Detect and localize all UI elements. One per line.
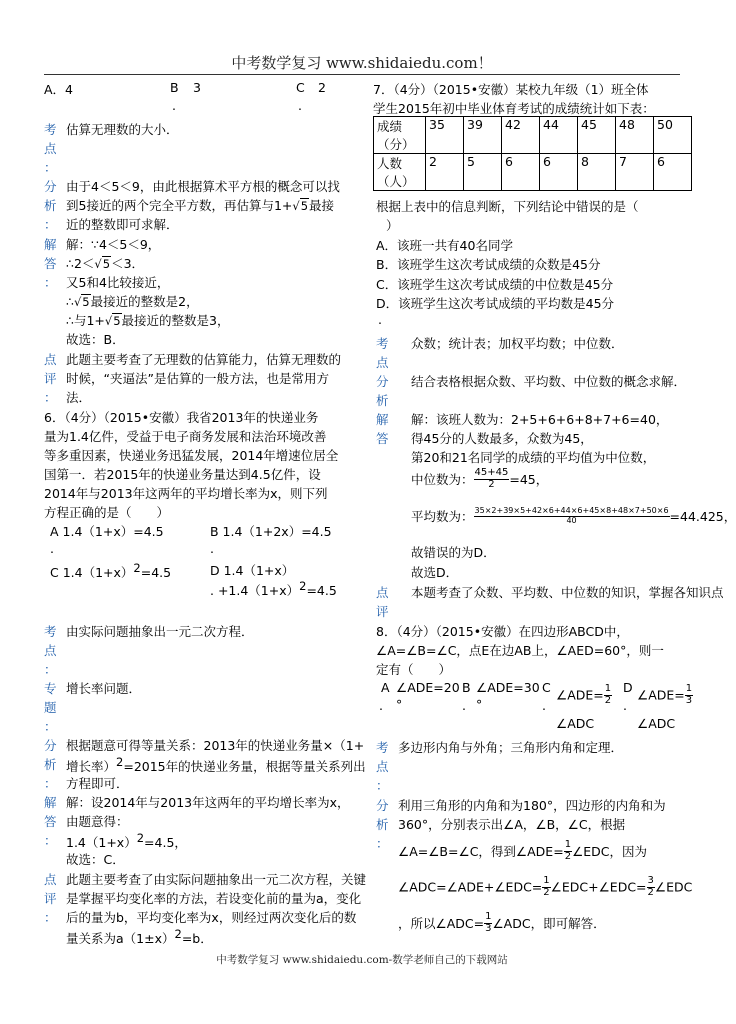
q8-fenxi-line: ∠ADC=∠ADE+∠EDC= $\frac{1}{2}$ ∠EDC+∠EDC= $\frac{3}{2}$ ∠EDC — [398, 875, 693, 898]
q5-option-c-dot: . — [298, 98, 302, 113]
q8-option-c-dot: . — [542, 698, 546, 713]
q5-fenxi-line: 到5接近的两个完全平方数，再估算与1+√5最接 — [66, 198, 335, 213]
page-footer: 中考数学复习 www.shidaiedu.com-数学老师自己的下载网站 — [216, 954, 508, 966]
q6-dianping-label-3: ： — [44, 910, 57, 925]
q5-jieda-label-1: 解 — [44, 237, 57, 252]
q5-dianping-line: 此题主要考查了无理数的估算能力，估算无理数的 — [66, 352, 342, 367]
q6-option-d-line1: D 1.4（1+x） — [210, 563, 295, 578]
score-table — [373, 116, 692, 191]
q5-kaodian-label-1: 考 — [44, 122, 57, 137]
q8-fenxi-line: ∠A=∠B=∠C，得到∠ADE= $\frac{1}{2}$ ∠EDC，因为 — [398, 839, 648, 862]
q5-jieda-line: ∴√5最接近的整数是2， — [66, 294, 199, 309]
q6-fenxi-line: 方程即可． — [66, 776, 129, 791]
q7-jieda-line: 得45分的人数最多，众数为45， — [411, 431, 593, 446]
q5-fenxi-label-3: ： — [44, 217, 57, 232]
q8-option-d-dot: . — [623, 698, 627, 713]
q7-stem-line: 7．（4分）（2015•安徽）某校九年级（1）班全体 — [373, 82, 649, 97]
q6-dianping-line: 后的量为b，平均变化率为x，则经过两次变化后的数 — [66, 910, 357, 925]
q6-jieda-line: $1.4(1+x)^2=4.5$， — [66, 831, 187, 851]
q6-option-b-dot: . — [210, 541, 214, 556]
q6-option-b: B 1.4（1+2x）=4.5 — [210, 524, 332, 539]
q7-dianping-label-2: 评 — [376, 604, 389, 619]
q5-option-c: 2 — [318, 80, 326, 95]
q7-question-line: ） — [386, 218, 399, 233]
q5-kaodian: 估算无理数的大小． — [66, 122, 179, 137]
q7-option-c: C．该班学生这次考试成绩的中位数是45分 — [376, 277, 614, 292]
q7-dianping: 本题考查了众数、平均数、中位数的知识，掌握各知识点 — [411, 585, 724, 600]
q6-kaodian: 由实际问题抽象出一元二次方程． — [66, 624, 254, 639]
q7-kaodian-label-1: 考 — [376, 336, 389, 351]
q8-fenxi-label-1: 分 — [376, 798, 389, 813]
q7-option-b: B．该班学生这次考试成绩的众数是45分 — [376, 257, 601, 272]
q8-option-a-letter: A — [381, 680, 390, 695]
table-cell: 6 — [654, 154, 692, 191]
q6-zhuanti-label-3: ： — [44, 719, 57, 734]
q6-dianping-label-2: 评 — [44, 891, 57, 906]
q6-dianping-label-1: 点 — [44, 872, 57, 887]
header-rule — [44, 74, 680, 75]
q7-option-a: A．该班一共有40名同学 — [376, 238, 513, 253]
q7-jieda-line: 故选D． — [411, 565, 459, 580]
table-cell: 2 — [426, 154, 464, 191]
three-halves-fraction: $\frac{3}{2}$ — [647, 875, 654, 898]
q7-jieda-line: 解：该班人数为：2+5+6+6+8+7+6=40， — [411, 412, 669, 427]
q8-kaodian-label-3: ： — [376, 778, 389, 793]
q8-option-c-tail: ∠ADC — [556, 716, 595, 731]
table-cell: 6 — [540, 154, 578, 191]
q8-kaodian: 多边形内角与外角；三角形内角和定理． — [398, 740, 624, 755]
q8-fenxi-line: ，所以∠ADC= $\frac{1}{3}$ ∠ADC，即可解答． — [398, 911, 606, 934]
q6-fenxi-line: 增长率）$^2$=2015年的快递业务量，根据等量关系列出 — [66, 755, 366, 775]
q6-zhuanti: 增长率问题． — [66, 681, 142, 696]
q8-option-a-dot: . — [379, 698, 383, 713]
q5-kaodian-label-3: ： — [44, 160, 57, 175]
q5-dianping-label-3: ： — [44, 390, 57, 405]
q6-jieda-label-1: 解 — [44, 795, 57, 810]
q6-option-d-line2: . $+1.4(1+x)^2=4.5$ — [210, 579, 337, 599]
third-fraction: $\frac{1}{3}$ — [685, 683, 693, 706]
table-cell: 5 — [464, 154, 502, 191]
q7-option-d: D．该班学生这次考试成绩的平均数是45分 — [376, 296, 615, 311]
q6-jieda-line: 由题意得： — [66, 814, 129, 829]
table-cell: 45 — [578, 117, 616, 154]
q5-dianping-label-2: 评 — [44, 371, 57, 386]
q5-fenxi-label-2: 析 — [44, 198, 57, 213]
q6-stem-line: 国第一．若2015年的快递业务量达到4.5亿件，设 — [44, 467, 321, 482]
table-cell: 48 — [616, 117, 654, 154]
q8-option-d-letter: D — [623, 680, 633, 695]
q8-fenxi-label-2: 析 — [376, 817, 389, 832]
q6-stem-line: 量为1.4亿件，受益于电子商务发展和法治环境改善 — [44, 429, 327, 444]
q7-dianping-label-1: 点 — [376, 585, 389, 600]
q6-jieda-line: 解：设2014年与2013年这两年的平均增长率为x， — [66, 795, 350, 810]
q5-option-b-dot: . — [172, 98, 176, 113]
q7-fenxi: 结合表格根据众数、平均数、中位数的概念求解． — [411, 374, 687, 389]
q8-option-c-letter: C — [542, 680, 551, 695]
q7-jieda-label-1: 解 — [376, 412, 389, 427]
q8-fenxi-label-3: ： — [376, 836, 389, 851]
q7-mean-line: 平均数为： $\frac{35\times 2+39\times 5+42\times 6+44\times 6+45\times 8+48\times 7+50\times 6}{40}$ =44.425， — [411, 506, 736, 525]
q6-option-c: C $1.4(1+x)^2=4.5$ — [50, 561, 172, 581]
q5-jieda-label-2: 答 — [44, 256, 57, 271]
q5-fenxi-line: 近的整数即可求解． — [66, 217, 179, 232]
q7-kaodian: 众数；统计表；加权平均数；中位数． — [411, 336, 624, 351]
q5-option-a: A．4 — [44, 82, 74, 97]
q6-zhuanti-label-1: 专 — [44, 681, 57, 696]
q8-option-d: ∠ADE= $\frac{1}{3}$ — [637, 683, 693, 706]
q6-stem-line: 6．（4分）（2015•安徽）我省2013年的快递业务 — [44, 410, 319, 425]
q5-fenxi-label-1: 分 — [44, 179, 57, 194]
q8-option-c: ∠ADE= $\frac{1}{2}$ — [556, 683, 612, 706]
q6-stem-line: 方程正确的是（ ） — [44, 505, 170, 520]
q7-option-d-dot: . — [378, 312, 382, 327]
q5-jieda-line: ∴与1+√5最接近的整数是3， — [66, 313, 230, 328]
table-cell: 7 — [616, 154, 654, 191]
half-fraction: $\frac{1}{2}$ — [604, 683, 612, 706]
q6-dianping-line: 此题主要考查了由实际问题抽象出一元二次方程，关键 — [66, 872, 367, 887]
page-header: 中考数学复习 www.shidaiedu.com！ — [231, 54, 493, 72]
table-cell: 44 — [540, 117, 578, 154]
q8-option-b-dot: . — [462, 698, 466, 713]
q7-stem-line: 学生2015年初中毕业体育考试的成绩统计如下表： — [373, 101, 655, 116]
table-cell: 42 — [502, 117, 540, 154]
q6-fenxi-label-1: 分 — [44, 738, 57, 753]
q8-stem-line: 8．（4分）（2015•安徽）在四边形ABCD中， — [376, 624, 629, 639]
q5-fenxi-line: 由于4＜5＜9，由此根据算术平方根的概念可以找 — [66, 179, 340, 194]
table-cell: 成绩 （分） — [374, 117, 426, 154]
q6-kaodian-label-3: ： — [44, 662, 57, 677]
q7-jieda-label-2: 答 — [376, 431, 389, 446]
q5-option-b: 3 — [193, 80, 201, 95]
q7-question-line: 根据上表中的信息判断，下列结论中错误的是（ — [376, 199, 639, 214]
q7-median-line: 中位数为： $\frac{45+45}{2}$ =45， — [411, 467, 549, 490]
q8-stem-line: ∠A=∠B=∠C，点E在边AB上，∠AED=60°，则一 — [376, 643, 664, 658]
q8-fenxi-line: 360°，分别表示出∠A，∠B，∠C，根据 — [398, 817, 626, 832]
third-fraction: $\frac{1}{3}$ — [485, 911, 492, 934]
q8-option-b: ∠ADE=30 — [476, 680, 540, 695]
q6-jieda-label-2: 答 — [44, 814, 57, 829]
q7-fenxi-label-2: 析 — [376, 393, 389, 408]
q5-jieda-line: ∴2＜√5＜3． — [66, 256, 145, 271]
table-cell: 8 — [578, 154, 616, 191]
table-cell: 6 — [502, 154, 540, 191]
q5-jieda-line: 故选：B． — [66, 332, 125, 347]
q6-zhuanti-label-2: 题 — [44, 700, 57, 715]
q5-option-b-letter: B — [170, 80, 179, 95]
q6-dianping-line: 是掌握平均变化率的方法，若设变化前的量为a，变化 — [66, 891, 362, 906]
q8-option-d-tail: ∠ADC — [637, 716, 676, 731]
q7-fenxi-label-1: 分 — [376, 374, 389, 389]
q6-fenxi-line: 根据题意可得等量关系：2013年的快递业务量×（1+ — [66, 738, 365, 753]
q8-fenxi-line: 利用三角形的内角和为180°，四边形的内角和为 — [398, 798, 666, 813]
q5-dianping-label-1: 点 — [44, 352, 57, 367]
table-row — [374, 117, 692, 154]
q6-kaodian-label-2: 点 — [44, 643, 57, 658]
q5-jieda-line: 又5和4比较接近， — [66, 275, 170, 290]
q6-option-a: A 1.4（1+x）=4.5 — [50, 524, 164, 539]
half-fraction: $\frac{1}{2}$ — [564, 839, 572, 862]
table-cell: 人数 （人） — [374, 154, 426, 191]
table-row — [374, 154, 692, 191]
q6-kaodian-label-1: 考 — [44, 624, 57, 639]
table-cell: 35 — [426, 117, 464, 154]
q8-option-a-deg: ° — [396, 697, 403, 712]
q6-dianping-line: 量关系为$a(1\pm x)^2=b$． — [66, 927, 213, 947]
q7-jieda-line: 第20和21名同学的成绩的平均值为中位数， — [411, 450, 656, 465]
q8-option-b-letter: B — [462, 680, 471, 695]
q5-dianping-line: 时候，“夹逼法”是估算的一般方法，也是常用方 — [66, 371, 329, 386]
q8-kaodian-label-2: 点 — [376, 759, 389, 774]
q8-option-b-deg: ° — [476, 697, 483, 712]
mean-fraction: $\frac{35\times 2+39\times 5+42\times 6+44\times 6+45\times 8+48\times 7+50\times 6}{40}$ — [474, 506, 669, 525]
q5-jieda-line: 解：∵4＜5＜9， — [66, 237, 161, 252]
q5-dianping-line: 法． — [66, 390, 92, 405]
q8-option-a: ∠ADE=20 — [396, 680, 460, 695]
q6-jieda-line: 故选：C． — [66, 852, 125, 867]
q6-jieda-label-3: ： — [44, 833, 57, 848]
q7-jieda-line: 故错误的为D． — [411, 545, 496, 560]
q8-kaodian-label-1: 考 — [376, 740, 389, 755]
q6-fenxi-label-2: 析 — [44, 757, 57, 772]
half-fraction: $\frac{1}{2}$ — [543, 875, 550, 898]
q6-stem-line: 2014年与2013年这两年的平均增长率为x，则下列 — [44, 486, 328, 501]
q6-option-a-dot: . — [50, 541, 54, 556]
q5-option-c-letter: C — [296, 80, 305, 95]
q7-kaodian-label-2: 点 — [376, 355, 389, 370]
q6-fenxi-label-3: ： — [44, 776, 57, 791]
q8-stem-line: 定有（ ） — [376, 662, 452, 677]
q5-kaodian-label-2: 点 — [44, 141, 57, 156]
q6-stem-line: 等多重因素，快递业务迅猛发展，2014年增速位居全 — [44, 448, 339, 463]
table-cell: 50 — [654, 117, 692, 154]
q5-jieda-label-3: ： — [44, 275, 57, 290]
median-fraction: $\frac{45+45}{2}$ — [474, 467, 509, 490]
table-cell: 39 — [464, 117, 502, 154]
